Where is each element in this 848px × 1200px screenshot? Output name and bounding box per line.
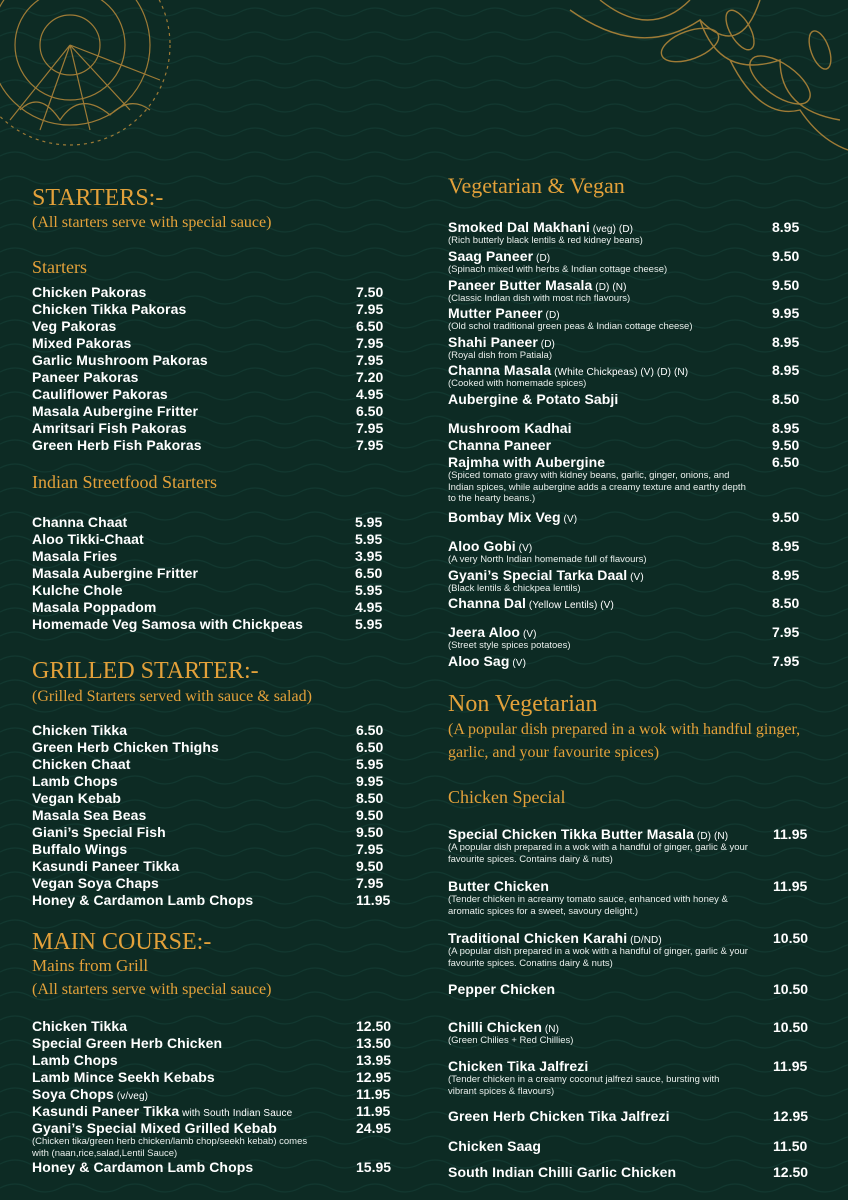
item-title: Cauliflower Pakoras xyxy=(32,386,168,402)
grilled-title: GRILLED STARTER:- xyxy=(32,658,259,684)
item-title: Masala Poppadom xyxy=(32,599,157,615)
item-price: 7.50 xyxy=(356,284,384,300)
item-note: (D) xyxy=(542,310,560,321)
item-title: Lamb Mince Seekh Kebabs xyxy=(32,1069,215,1085)
item-name xyxy=(32,1035,222,1052)
item-title: Jeera Aloo xyxy=(448,624,521,640)
item-name xyxy=(448,1164,676,1181)
item-description: (A popular dish prepared in a wok with a handful of ginger, garlic & your favourite spices. Contains dairy & nuts) xyxy=(448,842,748,865)
item-title: Aloo Sag xyxy=(448,653,510,669)
item-price: 10.50 xyxy=(773,1019,809,1035)
item-name xyxy=(32,369,138,386)
starters-subtitle: (All starters serve with special sauce) xyxy=(32,214,272,231)
veg-title: Vegetarian & Vegan xyxy=(448,173,625,198)
item-name xyxy=(448,1108,670,1125)
item-note: (N) xyxy=(541,1024,560,1035)
item-price: 13.95 xyxy=(356,1052,392,1068)
item-title: Kulche Chole xyxy=(32,582,123,598)
item-title: Gyani’s Special Tarka Daal xyxy=(448,567,628,583)
item-name xyxy=(448,981,555,998)
item-name xyxy=(32,1069,215,1086)
item-title: Buffalo Wings xyxy=(32,841,128,857)
item-name xyxy=(32,824,166,841)
item-name xyxy=(32,616,303,633)
item-price: 11.50 xyxy=(773,1138,808,1154)
item-title: Rajmha with Aubergine xyxy=(448,454,606,470)
item-price: 6.50 xyxy=(356,403,384,419)
item-title: Honey & Cardamon Lamb Chops xyxy=(32,1159,254,1175)
item-price: 12.95 xyxy=(773,1108,809,1124)
item-title: Butter Chicken xyxy=(448,878,549,894)
item-name xyxy=(32,599,156,616)
item-name xyxy=(448,653,526,672)
item-title: Kasundi Paneer Tikka xyxy=(32,1103,180,1119)
item-price: 4.95 xyxy=(356,386,384,402)
chicken-special-section: Chicken Special xyxy=(448,787,566,807)
item-price: 7.95 xyxy=(356,875,384,891)
item-name xyxy=(32,875,159,892)
item-title: Masala Aubergine Fritter xyxy=(32,565,199,581)
item-name xyxy=(32,739,219,756)
item-note: (White Chickpeas) (V) (D) (N) xyxy=(551,367,689,378)
item-price: 9.50 xyxy=(356,824,384,840)
item-title: Gyani’s Special Mixed Grilled Kebab xyxy=(32,1120,277,1136)
item-price: 9.95 xyxy=(356,773,384,789)
item-price: 6.50 xyxy=(356,318,384,334)
item-note: (V) xyxy=(509,658,526,669)
item-title: Aubergine & Potato Sabji xyxy=(448,391,619,407)
item-price: 5.95 xyxy=(356,756,384,772)
item-price: 8.95 xyxy=(772,538,800,554)
item-title: Giani’s Special Fish xyxy=(32,824,166,840)
item-name xyxy=(32,318,116,335)
item-price: 12.50 xyxy=(773,1164,809,1180)
item-note: (D) xyxy=(537,339,555,350)
item-price: 5.95 xyxy=(355,582,383,598)
item-price: 6.50 xyxy=(356,739,384,755)
item-title: Lamb Chops xyxy=(32,1052,118,1068)
item-note: (veg) (D) xyxy=(589,224,634,235)
item-title: Vegan Kebab xyxy=(32,790,122,806)
starters-title: STARTERS:- xyxy=(32,185,164,211)
item-name xyxy=(32,841,127,858)
item-title: Pepper Chicken xyxy=(448,981,556,997)
item-name xyxy=(32,301,186,318)
item-price: 9.95 xyxy=(772,305,800,321)
item-name xyxy=(32,403,198,420)
item-title: Chicken Saag xyxy=(448,1138,542,1154)
item-title: Homemade Veg Samosa with Chickpeas xyxy=(32,616,304,632)
item-price: 11.95 xyxy=(356,1086,391,1102)
item-price: 11.95 xyxy=(773,1058,808,1074)
item-price: 9.50 xyxy=(772,277,800,293)
item-description: (A popular dish prepared in a wok with a handful of ginger, garlic & your favourite spices. Conatins dairy & nuts) xyxy=(448,946,748,969)
item-title: Special Green Herb Chicken xyxy=(32,1035,223,1051)
item-name xyxy=(448,391,618,408)
nonveg-title: Non Vegetarian xyxy=(448,691,598,717)
item-price: 9.50 xyxy=(356,807,384,823)
item-price: 7.95 xyxy=(772,624,800,640)
item-title: Honey & Cardamon Lamb Chops xyxy=(32,892,254,908)
item-title: Special Chicken Tikka Butter Masala xyxy=(448,826,695,842)
item-price: 7.95 xyxy=(356,420,384,436)
item-price: 5.95 xyxy=(355,616,383,632)
item-note: (V) xyxy=(515,543,533,554)
item-note: with South Indian Sauce xyxy=(179,1108,293,1119)
item-name xyxy=(32,773,118,790)
item-title: Chilli Chicken xyxy=(448,1019,542,1035)
item-title: Kasundi Paneer Tikka xyxy=(32,858,180,874)
item-title: Mixed Pakoras xyxy=(32,335,132,351)
item-title: Amritsari Fish Pakoras xyxy=(32,420,187,436)
item-title: Masala Aubergine Fritter xyxy=(32,403,199,419)
item-description: (Tender chicken in a creamy coconut jalfrezi sauce, bursting with vibrant spices & flavours) xyxy=(448,1074,720,1097)
item-note: (D) (N) xyxy=(694,831,729,842)
item-description: (Rich butterly black lentils & red kidney beans) xyxy=(448,235,643,246)
starters-section: Starters xyxy=(32,257,87,277)
grilled-subtitle: (Grilled Starters served with sauce & salad) xyxy=(32,688,312,705)
item-price: 9.50 xyxy=(356,858,384,874)
item-title: Veg Pakoras xyxy=(32,318,117,334)
item-description: (Classic Indian dish with most rich flavours) xyxy=(448,293,631,304)
item-description: (Royal dish from Patiala) xyxy=(448,350,553,361)
item-name xyxy=(32,548,117,565)
item-price: 8.95 xyxy=(772,219,800,235)
item-note: (V) xyxy=(520,629,537,640)
item-price: 13.50 xyxy=(356,1035,392,1051)
item-note: (v/veg) xyxy=(113,1091,149,1102)
item-note: (D) xyxy=(533,253,551,264)
item-title: Paneer Pakoras xyxy=(32,369,139,385)
item-title: Chicken Tikka xyxy=(32,722,128,738)
item-title: Aloo Gobi xyxy=(448,538,516,554)
item-title: Green Herb Chicken Tika Jalfrezi xyxy=(448,1108,670,1124)
item-title: Garlic Mushroom Pakoras xyxy=(32,352,208,368)
streetfood-section: Indian Streetfood Starters xyxy=(32,472,217,492)
item-title: Shahi Paneer xyxy=(448,334,538,350)
item-price: 7.95 xyxy=(772,653,800,669)
item-name xyxy=(32,420,187,437)
item-name xyxy=(448,1058,588,1075)
item-price: 7.95 xyxy=(356,352,384,368)
item-price: 5.95 xyxy=(355,531,383,547)
item-name xyxy=(32,756,131,773)
item-description: (Green Chilies + Red Chillies) xyxy=(448,1035,574,1046)
item-description: (Tender chicken in acreamy tomato sauce, enhanced with honey & aromatic spices for a sweet, savoury delight.) xyxy=(448,894,728,917)
item-price: 9.50 xyxy=(772,437,800,453)
item-title: Lamb Chops xyxy=(32,773,118,789)
item-name xyxy=(32,1120,277,1137)
item-name xyxy=(32,722,127,739)
item-title: Vegan Soya Chaps xyxy=(32,875,159,891)
item-name xyxy=(448,595,614,614)
item-price: 8.95 xyxy=(772,334,800,350)
item-name xyxy=(32,790,121,807)
item-price: 8.50 xyxy=(356,790,384,806)
item-price: 9.50 xyxy=(772,509,800,525)
item-price: 11.95 xyxy=(356,1103,391,1119)
item-description: (Cooked with homemade spices) xyxy=(448,378,587,389)
item-title: Bombay Mix Veg xyxy=(448,509,561,525)
item-name xyxy=(32,1159,253,1176)
item-name xyxy=(32,1018,127,1035)
item-price: 6.50 xyxy=(355,565,383,581)
item-name xyxy=(32,437,202,454)
mains-from-grill: Mains from Grill xyxy=(32,956,149,975)
item-name xyxy=(32,514,127,531)
item-title: Chicken Tikka xyxy=(32,1018,128,1034)
item-price: 8.50 xyxy=(772,595,800,611)
item-description: (Spiced tomato gravy with kidney beans, garlic, ginger, onions, and Indian spices, while aubergine adds a creamy texture and earthy depth to the hearty beans.) xyxy=(448,470,746,504)
item-note: (D/ND) xyxy=(627,935,662,946)
item-name xyxy=(448,509,577,528)
item-name xyxy=(448,420,572,437)
item-name xyxy=(32,531,144,548)
item-description: (Spinach mixed with herbs & Indian cottage cheese) xyxy=(448,264,668,275)
item-price: 12.50 xyxy=(356,1018,392,1034)
item-note: (V) xyxy=(560,514,578,525)
item-note: (Yellow Lentils) (V) xyxy=(526,600,614,611)
item-title: Masala Fries xyxy=(32,548,118,564)
item-price: 11.95 xyxy=(773,826,808,842)
item-price: 7.95 xyxy=(356,841,384,857)
item-price: 5.95 xyxy=(355,514,383,530)
item-name xyxy=(32,892,253,909)
item-name xyxy=(448,437,551,454)
item-name xyxy=(32,335,131,352)
item-title: Channa Chaat xyxy=(32,514,128,530)
item-title: Traditional Chicken Karahi xyxy=(448,930,628,946)
item-price: 7.95 xyxy=(356,437,384,453)
item-price: 7.95 xyxy=(356,335,384,351)
item-price: 7.95 xyxy=(356,301,384,317)
item-title: Mushroom Kadhai xyxy=(448,420,572,436)
item-title: Saag Paneer xyxy=(448,248,534,264)
item-price: 8.95 xyxy=(772,362,800,378)
main-course-title: MAIN COURSE:- xyxy=(32,929,212,955)
item-title: Chicken Chaat xyxy=(32,756,131,772)
item-name xyxy=(32,352,208,369)
item-title: Smoked Dal Makhani xyxy=(448,219,590,235)
item-name xyxy=(32,386,168,403)
item-title: Chicken Tika Jalfrezi xyxy=(448,1058,589,1074)
item-name xyxy=(32,1052,118,1069)
main-course-subtitle: (All starters serve with special sauce) xyxy=(32,981,272,998)
item-title: South Indian Chilli Garlic Chicken xyxy=(448,1164,677,1180)
item-name xyxy=(32,582,123,599)
item-description: (Street style spices potatoes) xyxy=(448,640,571,651)
item-name xyxy=(32,807,146,824)
item-title: Channa Dal xyxy=(448,595,527,611)
item-title: Channa Paneer xyxy=(448,437,552,453)
item-price: 6.50 xyxy=(356,722,384,738)
item-name xyxy=(448,1138,541,1155)
item-name xyxy=(32,858,179,875)
item-price: 9.50 xyxy=(772,248,800,264)
item-description: (Black lentils & chickpea lentils) xyxy=(448,583,581,594)
item-name xyxy=(448,878,549,895)
item-title: Green Herb Chicken Thighs xyxy=(32,739,219,755)
item-price: 3.95 xyxy=(355,548,383,564)
item-price: 7.20 xyxy=(356,369,384,385)
item-title: Paneer Butter Masala xyxy=(448,277,593,293)
item-price: 11.95 xyxy=(773,878,808,894)
item-description: (Chicken tika/green herb chicken/lamb chop/seekh kebab) comes with (naan,rice,salad,Lentil Sauce) xyxy=(32,1136,308,1159)
item-title: Green Herb Fish Pakoras xyxy=(32,437,202,453)
item-price: 12.95 xyxy=(356,1069,392,1085)
item-title: Aloo Tikki-Chaat xyxy=(32,531,144,547)
item-name xyxy=(448,454,605,471)
item-note: (V) xyxy=(627,572,644,583)
item-title: Soya Chops xyxy=(32,1086,114,1102)
item-price: 8.50 xyxy=(772,391,800,407)
item-name xyxy=(32,565,198,582)
item-description: (A very North Indian homemade full of flavours) xyxy=(448,554,647,565)
item-price: 4.95 xyxy=(355,599,383,615)
item-price: 11.95 xyxy=(356,892,391,908)
item-title: Chicken Pakoras xyxy=(32,284,147,300)
item-price: 10.50 xyxy=(773,981,809,997)
item-price: 15.95 xyxy=(356,1159,392,1175)
nonveg-subtitle: (A popular dish prepared in a wok with handful ginger, garlic, and your favourite spices) xyxy=(448,721,801,761)
item-name xyxy=(32,284,146,301)
item-price: 24.95 xyxy=(356,1120,392,1136)
item-price: 6.50 xyxy=(772,454,800,470)
item-title: Chicken Tikka Pakoras xyxy=(32,301,187,317)
item-title: Channa Masala xyxy=(448,362,552,378)
item-title: Masala Sea Beas xyxy=(32,807,147,823)
item-price: 10.50 xyxy=(773,930,809,946)
item-note: (D) (N) xyxy=(592,282,627,293)
item-title: Mutter Paneer xyxy=(448,305,543,321)
item-price: 8.95 xyxy=(772,420,800,436)
item-description: (Old schol traditional green peas & Indian cottage cheese) xyxy=(448,321,693,332)
item-price: 8.95 xyxy=(772,567,800,583)
